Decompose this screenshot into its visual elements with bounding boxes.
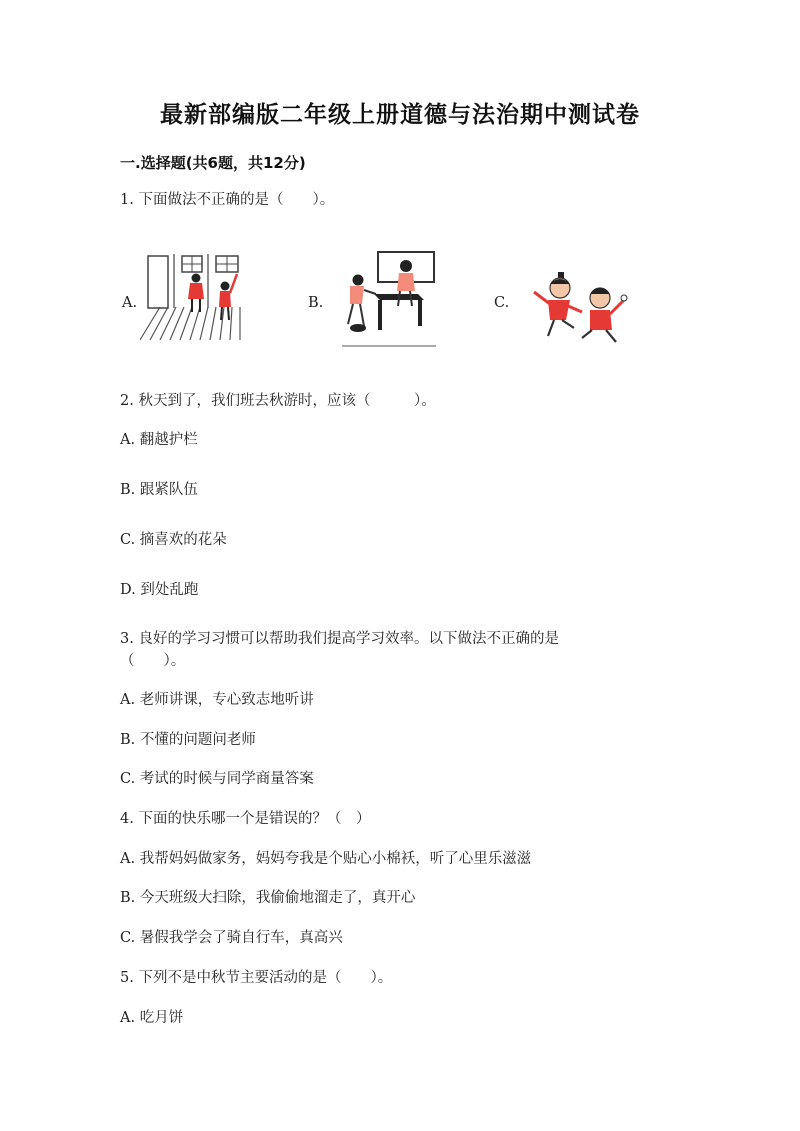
question-1-option-a-label: A. xyxy=(122,295,138,311)
question-4-option-a: A. 我帮妈妈做家务，妈妈夸我是个贴心小棉袄，听了心里乐滋滋 xyxy=(120,851,532,867)
question-4-option-c: C. 暑假我学会了骑自行车，真高兴 xyxy=(120,930,343,946)
question-2-option-a: A. 翻越护栏 xyxy=(120,432,198,448)
page-title: 最新部编版二年级上册道德与法治期中测试卷 xyxy=(160,102,640,128)
question-1-option-c-label: C. xyxy=(494,295,510,311)
question-1-option-b-image xyxy=(336,246,438,348)
question-4-option-b: B. 今天班级大扫除，我偷偷地溜走了，真开心 xyxy=(120,890,416,906)
question-2-option-b: B. 跟紧队伍 xyxy=(120,482,198,498)
question-4-stem: 4. 下面的快乐哪一个是错误的？（ ） xyxy=(120,811,371,827)
question-3-stem-continued: （ ）。 xyxy=(120,653,186,669)
question-1-stem: 1. 下面做法不正确的是（ ）。 xyxy=(120,192,335,208)
question-3-option-a: A. 老师讲课，专心致志地听讲 xyxy=(120,692,314,708)
question-1-option-a-image xyxy=(140,252,248,344)
question-1-option-c-image xyxy=(520,270,632,346)
section-heading: 一.选择题(共6题，共12分) xyxy=(120,154,306,172)
question-2-stem: 2. 秋天到了，我们班去秋游时，应该（ ）。 xyxy=(120,393,436,409)
question-1-option-b-label: B. xyxy=(308,295,324,311)
question-2-option-c: C. 摘喜欢的花朵 xyxy=(120,532,227,548)
question-5-stem: 5. 下列不是中秋节主要活动的是（ ）。 xyxy=(120,970,393,986)
question-3-option-c: C. 考试的时候与同学商量答案 xyxy=(120,771,314,787)
question-2-option-d: D. 到处乱跑 xyxy=(120,582,199,598)
question-3-stem: 3. 良好的学习习惯可以帮助我们提高学习效率。以下做法不正确的是 xyxy=(120,631,559,647)
question-5-option-a: A. 吃月饼 xyxy=(120,1010,184,1026)
question-3-option-b: B. 不懂的问题问老师 xyxy=(120,732,256,748)
